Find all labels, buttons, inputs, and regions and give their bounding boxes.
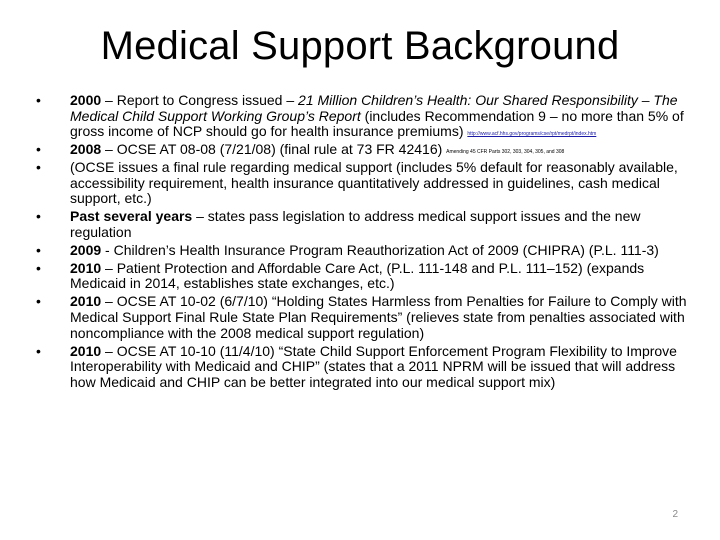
slide-title: Medical Support Background bbox=[100, 24, 620, 68]
list-item bbox=[36, 243, 688, 259]
list-item bbox=[36, 261, 688, 292]
report-title: 21 Million Children’s Health: Our Shared Responsibility – The Medical Child Support Working Group’s Report bbox=[70, 92, 678, 124]
bullet-lead: 2008 bbox=[70, 141, 102, 158]
bullet-lead: 2010 bbox=[70, 342, 102, 359]
bullet-icon: • bbox=[36, 259, 41, 276]
bullet-list bbox=[36, 93, 688, 393]
bullet-icon: • bbox=[36, 241, 41, 258]
bullet-lead: 2009 bbox=[70, 241, 102, 258]
bullet-text: – Patient Protection and Affordable Care Act, (P.L. 111-148 and P.L. 111–152) (expands Medicaid in 2014, establishes state exchanges, etc.) bbox=[70, 259, 645, 292]
bullet-text: – OCSE AT 08-08 (7/21/08) (final rule at 73 FR 42416) bbox=[101, 141, 447, 158]
bullet-text: (OCSE issues a final rule regarding medical support (includes 5% default for reasonably available, accessibility requirement, health insurance quantitatively addressed in guidelines, cash medical support, etc.) bbox=[70, 159, 678, 207]
bullet-lead: 2010 bbox=[70, 293, 102, 310]
cfr-note: Amending 45 CFR Parts 302, 303, 304, 305, and 308 bbox=[446, 149, 565, 156]
bullet-icon: • bbox=[36, 342, 41, 359]
list-item bbox=[36, 93, 688, 140]
list-item bbox=[36, 160, 688, 207]
bullet-text: (includes Recommendation 9 – no more than 5% of gross income of NCP should go for health insurance premiums) bbox=[70, 107, 684, 140]
list-item bbox=[36, 209, 688, 240]
bullet-lead: Past several years bbox=[70, 208, 193, 225]
bullet-text: – OCSE AT 10-10 (11/4/10) “State Child Support Enforcement Program Flexibility to Improve Interoperability with Medicaid and CHIP” (states that a 2011 NPRM will be issued that will address how Medicaid and CHIP can be better integrated into our medical support mix) bbox=[70, 342, 677, 390]
list-item bbox=[36, 344, 688, 391]
bullet-text: – states pass legislation to address medical support issues and the new regulation bbox=[70, 208, 641, 240]
bullet-icon: • bbox=[36, 159, 41, 176]
page-number: 2 bbox=[672, 509, 678, 520]
bullet-text: – OCSE AT 10-02 (6/7/10) “Holding States Harmless from Penalties for Failure to Comply with Medical Support Final Rule State Plan Requirements” (relieves state from penalties associated with noncompliance with the 2008 medical support regulation) bbox=[70, 293, 687, 341]
bullet-icon: • bbox=[36, 141, 41, 158]
bullet-icon: • bbox=[36, 208, 41, 225]
list-item bbox=[36, 142, 688, 158]
bullet-icon: • bbox=[36, 293, 41, 310]
bullet-lead: 2010 bbox=[70, 259, 102, 276]
bullet-text: – Report to Congress issued – bbox=[101, 92, 299, 108]
bullet-icon: • bbox=[36, 92, 41, 108]
bullet-lead: 2000 bbox=[70, 92, 102, 108]
report-link[interactable]: http://www.acf.hhs.gov/programs/cse/rpt/medrpt/index.htm bbox=[467, 131, 597, 138]
bullet-text: - Children’s Health Insurance Program Reauthorization Act of 2009 (CHIPRA) (P.L. 111-3) bbox=[101, 241, 659, 258]
list-item bbox=[36, 294, 688, 341]
